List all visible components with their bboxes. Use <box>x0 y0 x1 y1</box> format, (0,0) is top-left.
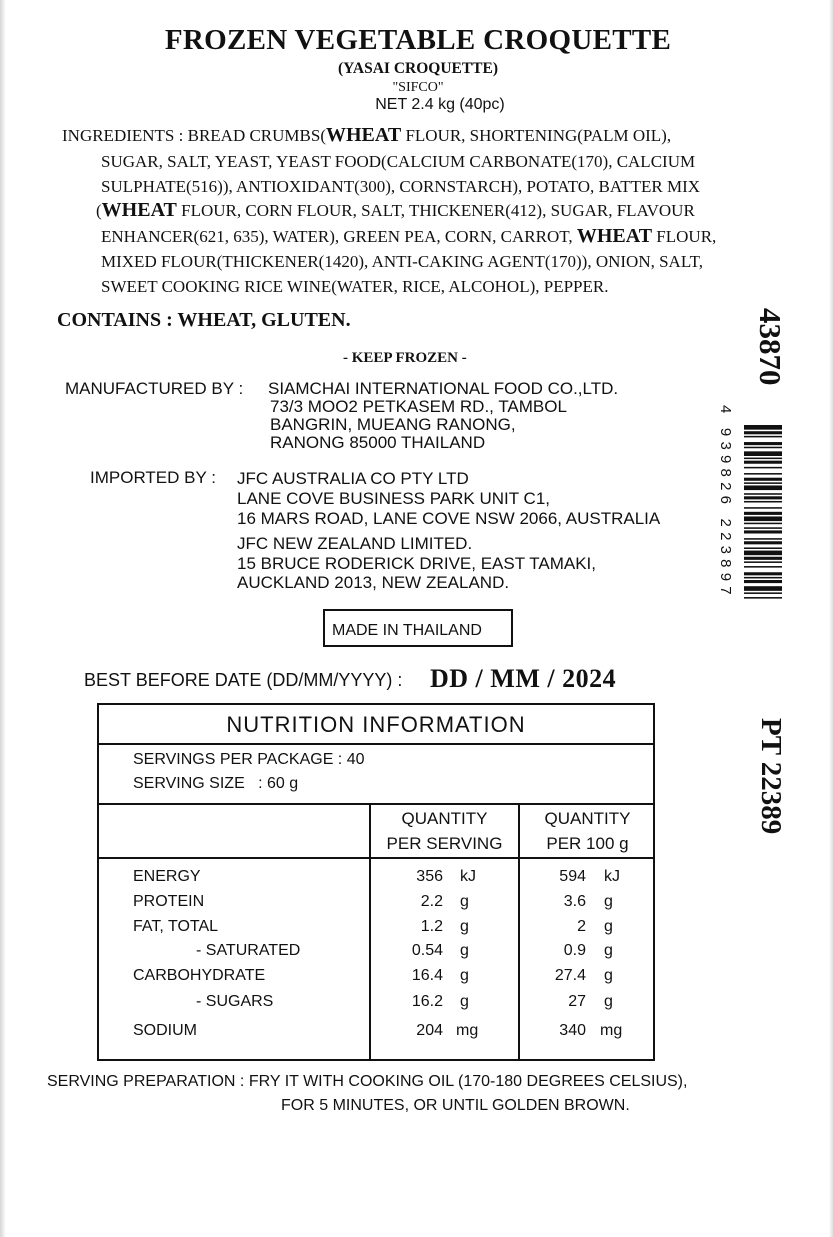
nutrient-name: - SUGARS <box>196 993 274 1010</box>
nutrient-unit: g <box>604 893 613 910</box>
manufacturer-label: MANUFACTURED BY : <box>65 379 244 398</box>
column-header-per-serving <box>371 806 518 856</box>
table-divider <box>97 743 655 745</box>
table-divider <box>97 857 655 859</box>
ingredients-text: FLOUR, <box>652 227 717 246</box>
nutrient-per-100g: 2 <box>577 918 586 935</box>
left-edge-shadow <box>0 0 6 1237</box>
net-weight: NET 2.4 kg (40pc) <box>375 96 505 113</box>
nutrient-name: CARBOHYDRATE <box>133 967 266 984</box>
importer-nz-line: 15 BRUCE RODERICK DRIVE, EAST TAMAKI, <box>237 554 596 573</box>
nutrient-per-serving: 1.2 <box>420 918 443 935</box>
ingredients-text: ( <box>96 201 102 220</box>
ingredients-line-1 <box>62 123 671 148</box>
manufacturer-line: SIAMCHAI INTERNATIONAL FOOD CO.,LTD. <box>268 379 619 398</box>
storage-instruction: - KEEP FROZEN - <box>343 350 467 366</box>
product-subtitle: (YASAI CROQUETTE) <box>337 60 499 77</box>
ingredients-line-2: SUGAR, SALT, YEAST, YEAST FOOD(CALCIUM CARBONATE(170), CALCIUM <box>101 152 696 171</box>
ingredients-line-7: SWEET COOKING RICE WINE(WATER, RICE, ALCOHOL), PEPPER. <box>101 277 609 296</box>
nutrient-unit: mg <box>456 1022 479 1039</box>
nutrient-unit: g <box>460 942 469 959</box>
nutrient-per-serving: 0.54 <box>411 942 443 959</box>
nutrient-unit: g <box>604 967 613 984</box>
header-line: QUANTITY <box>401 809 488 828</box>
importer-au-line: JFC AUSTRALIA CO PTY LTD <box>237 469 469 488</box>
nutrient-per-100g: 594 <box>559 868 586 885</box>
ingredients-text: ENHANCER(621, 635), WATER), GREEN PEA, CORN, CARROT, <box>101 227 577 246</box>
nutrient-per-serving: 2.2 <box>420 893 443 910</box>
country-of-origin: MADE IN THAILAND <box>332 622 482 639</box>
importer-au-line: 16 MARS ROAD, LANE COVE NSW 2066, AUSTRALIA <box>237 509 661 528</box>
nutrient-unit: g <box>460 918 469 935</box>
nutrient-name: - SATURATED <box>196 942 301 959</box>
nutrient-unit: mg <box>600 1022 623 1039</box>
nutrient-name: SODIUM <box>133 1022 197 1039</box>
serving-preparation: SERVING PREPARATION : FRY IT WITH COOKING OIL (170-180 DEGREES CELSIUS), <box>47 1073 688 1090</box>
importer-au-line: LANE COVE BUSINESS PARK UNIT C1, <box>237 489 551 508</box>
header-line: PER SERVING <box>386 834 503 853</box>
best-before-label: BEST BEFORE DATE (DD/MM/YYYY) : <box>84 670 403 690</box>
ingredients-text: FLOUR, CORN FLOUR, SALT, THICKENER(412), SUGAR, FLAVOUR <box>176 201 695 220</box>
importer-label: IMPORTED BY : <box>90 468 216 487</box>
manufacturer-line: 73/3 MOO2 PETKASEM RD., TAMBOL <box>270 397 567 416</box>
allergen-wheat: WHEAT <box>576 225 653 247</box>
nutrient-per-100g: 3.6 <box>563 893 586 910</box>
nutrient-per-serving: 204 <box>416 1022 443 1039</box>
importer-nz-line: AUCKLAND 2013, NEW ZEALAND. <box>237 573 510 592</box>
header-line: QUANTITY <box>544 809 631 828</box>
nutrient-per-100g: 0.9 <box>563 942 586 959</box>
servings-per-package: SERVINGS PER PACKAGE : 40 <box>133 751 365 768</box>
product-code: 43870 <box>753 308 788 386</box>
nutrient-unit: kJ <box>604 868 620 885</box>
right-edge-shadow <box>829 0 833 1237</box>
nutrient-unit: g <box>460 893 469 910</box>
nutrient-per-100g: 340 <box>559 1022 586 1039</box>
nutrient-unit: kJ <box>460 868 476 885</box>
barcode-digits: 4 939826 223897 <box>717 405 734 600</box>
nutrient-unit: g <box>460 993 469 1010</box>
ingredients-line-5 <box>101 224 716 249</box>
allergen-wheat: WHEAT <box>326 124 402 146</box>
column-header-per-100g <box>520 806 655 856</box>
ingredients-text: FLOUR, SHORTENING(PALM OIL), <box>401 126 672 145</box>
ingredients-line-6: MIXED FLOUR(THICKENER(1420), ANTI-CAKING AGENT(170)), ONION, SALT, <box>101 252 704 271</box>
nutrient-unit: g <box>604 942 613 959</box>
nutrient-name: PROTEIN <box>133 893 205 910</box>
product-title: FROZEN VEGETABLE CROQUETTE <box>164 24 672 56</box>
importer-nz-line: JFC NEW ZEALAND LIMITED. <box>237 534 473 553</box>
allergen-statement: CONTAINS : WHEAT, GLUTEN. <box>57 309 351 331</box>
nutrient-per-serving: 356 <box>416 868 443 885</box>
barcode-icon <box>744 425 782 683</box>
nutrient-per-100g: 27 <box>568 993 586 1010</box>
manufacturer-line: RANONG 85000 THAILAND <box>270 433 486 452</box>
nutrient-unit: g <box>604 993 613 1010</box>
nutrition-title: NUTRITION INFORMATION <box>226 712 526 737</box>
nutrient-name: ENERGY <box>133 868 201 885</box>
best-before-value: DD / MM / 2024 <box>430 664 617 693</box>
nutrient-name: FAT, TOTAL <box>133 918 219 935</box>
ingredients-text: INGREDIENTS : BREAD CRUMBS( <box>62 126 326 145</box>
nutrient-unit: g <box>460 967 469 984</box>
brand-name: "SIFCO" <box>392 80 444 95</box>
nutrient-per-serving: 16.4 <box>411 967 443 984</box>
nutrient-per-serving: 16.2 <box>411 993 443 1010</box>
allergen-wheat: WHEAT <box>101 199 177 221</box>
ingredients-line-4 <box>96 198 695 223</box>
nutrient-unit: g <box>604 918 613 935</box>
ingredients-line-3: SULPHATE(516)), ANTIOXIDANT(300), CORNSTARCH), POTATO, BATTER MIX <box>101 177 701 196</box>
manufacturer-line: BANGRIN, MUEANG RANONG, <box>270 415 516 434</box>
batch-code: PT 22389 <box>755 718 787 835</box>
serving-preparation-cont: FOR 5 MINUTES, OR UNTIL GOLDEN BROWN. <box>281 1097 630 1114</box>
nutrient-per-100g: 27.4 <box>554 967 586 984</box>
header-line: PER 100 g <box>546 834 629 853</box>
serving-size: SERVING SIZE : 60 g <box>133 775 299 792</box>
table-divider <box>97 803 655 805</box>
